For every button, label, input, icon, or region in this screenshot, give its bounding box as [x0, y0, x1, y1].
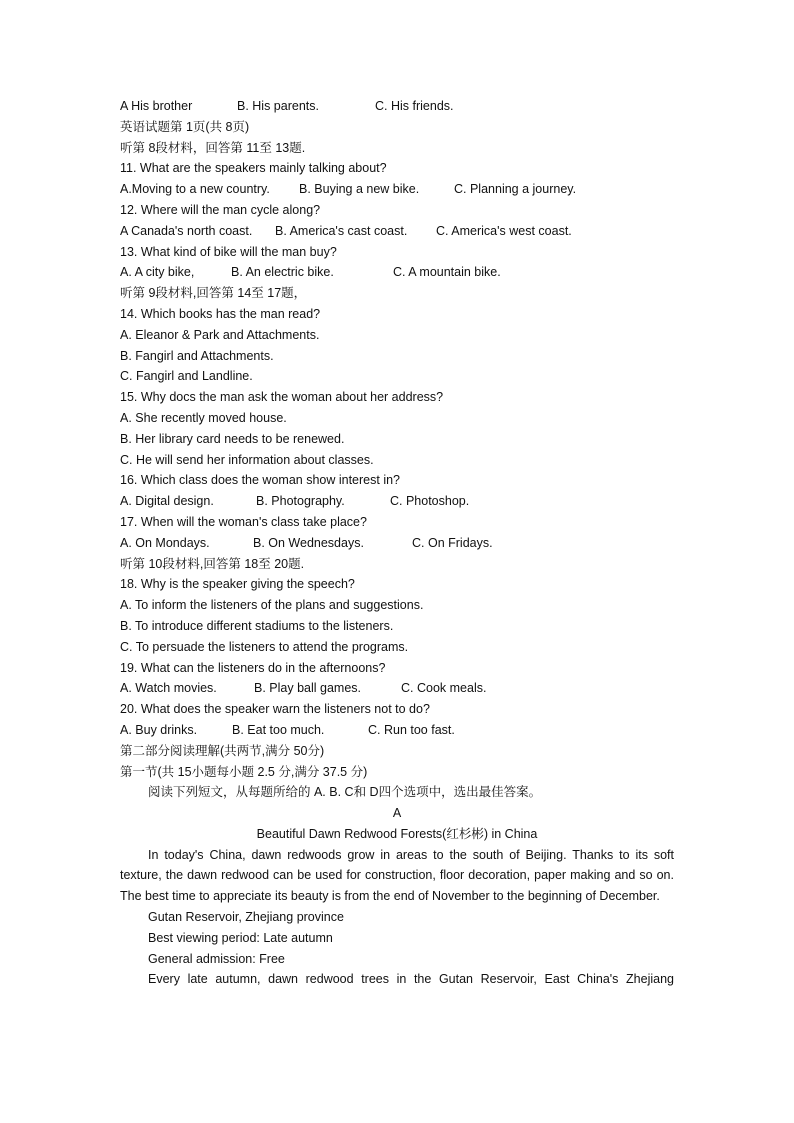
q12-options — [120, 221, 674, 242]
option-c: C. A mountain bike. — [393, 265, 501, 280]
option-b: B. Buying a new bike. — [299, 182, 420, 197]
q14-option-a: A. Eleanor & Park and Attachments. — [120, 327, 320, 342]
q19-stem: 19. What can the listeners do in the afternoons? — [120, 660, 386, 675]
material-10-intro: 听第 10段材料,回答第 18至 20题. — [120, 556, 305, 571]
passage-title: Beautiful Dawn Redwood Forests(红杉彬) in China — [256, 826, 538, 841]
q20-stem: 20. What does the speaker warn the listeners not to do? — [120, 702, 430, 717]
q15-option-c: C. He will send her information about classes. — [120, 452, 374, 467]
q11-stem: 11. What are the speakers mainly talking about? — [120, 161, 387, 176]
q13-options — [120, 262, 674, 283]
q12-stem: 12. Where will the man cycle along? — [120, 202, 321, 217]
option-b: B. On Wednesdays. — [253, 535, 364, 550]
gutan-viewing-period: Best viewing period: Late autumn — [148, 930, 333, 945]
option-a: A His brother — [120, 99, 193, 113]
q13-stem: 13. What kind of bike will the man buy? — [120, 244, 337, 259]
option-b: B. Play ball games. — [254, 681, 361, 696]
option-a: A. Buy drinks. — [120, 722, 198, 737]
option-a: A.Moving to a new country. — [120, 182, 270, 197]
q18-stem: 18. Why is the speaker giving the speech? — [120, 577, 355, 592]
q16-options — [120, 491, 674, 512]
option-b: B. Eat too much. — [232, 722, 325, 737]
option-b: B. His parents. — [237, 99, 319, 113]
q18-option-c: C. To persuade the listeners to attend the programs. — [120, 639, 409, 654]
option-c: C. Planning a journey. — [454, 182, 577, 197]
part-two-title: 第二部分阅读理解(共两节,满分 50分) — [120, 743, 325, 758]
option-c: C. On Fridays. — [412, 535, 493, 550]
option-a: A. On Mondays. — [120, 535, 210, 550]
q18-option-a: A. To inform the listeners of the plans and suggestions. — [120, 598, 424, 613]
q15-option-a: A. She recently moved house. — [120, 410, 287, 425]
option-c: C. America's west coast. — [436, 223, 572, 238]
q17-options — [120, 533, 674, 554]
section-one-title: 第一节(共 15小题每小题 2.5 分,满分 37.5 分) — [120, 764, 368, 779]
gutan-heading: Gutan Reservoir, Zhejiang province — [148, 910, 344, 925]
option-a: A. Watch movies. — [120, 681, 217, 696]
passage-letter: A — [392, 806, 402, 821]
gutan-paragraph: Every late autumn, dawn redwood trees in the Gutan Reservoir, East China's Zhejiang — [148, 972, 674, 987]
option-c: C. Run too fast. — [368, 722, 455, 737]
q15-option-b: B. Her library card needs to be renewed. — [120, 431, 345, 446]
option-c: C. Cook meals. — [401, 681, 487, 696]
option-a: A. A city bike, — [120, 265, 195, 280]
option-b: B. Photography. — [256, 494, 345, 509]
gutan-admission: General admission: Free — [148, 951, 285, 966]
option-a: A Canada's north coast. — [120, 223, 253, 238]
option-c: C. His friends. — [375, 99, 454, 113]
q14-stem: 14. Which books has the man read? — [120, 306, 321, 321]
option-b: B. An electric bike. — [231, 265, 334, 280]
q11-options — [120, 179, 674, 200]
page-footer: 英语试题第 1页(共 8页) — [120, 119, 250, 134]
option-a: A. Digital design. — [120, 494, 214, 509]
q20-options — [120, 720, 674, 741]
q19-options — [120, 678, 674, 699]
passage-paragraph: In today's China, dawn redwoods grow in areas to the south of Beijing. Thanks to its soft texture, the dawn redwood can be used for construction, floor decoration, paper making and so on. The best time to appreciate its beauty is from the end of November to the beginning of December. — [120, 847, 674, 904]
q16-stem: 16. Which class does the woman show interest in? — [120, 473, 400, 488]
q10-options — [120, 96, 674, 117]
q15-stem: 15. Why docs the man ask the woman about her address? — [120, 390, 444, 405]
material-8-intro: 听第 8段材料，回答第 11至 13题. — [120, 140, 306, 155]
q17-stem: 17. When will the woman's class take place? — [120, 514, 367, 529]
option-c: C. Photoshop. — [390, 494, 470, 509]
reading-instructions: 阅读下列短文，从每题所给的 A. B. C和 D四个选项中，选出最佳答案。 — [148, 785, 542, 800]
q18-option-b: B. To introduce different stadiums to the listeners. — [120, 618, 394, 633]
option-b: B. America's cast coast. — [275, 223, 408, 238]
material-9-intro: 听第 9段材料,回答第 14至 17题， — [120, 286, 307, 301]
q14-option-b: B. Fangirl and Attachments. — [120, 348, 274, 363]
q14-option-c: C. Fangirl and Landline. — [120, 369, 253, 384]
page-content — [120, 96, 674, 990]
